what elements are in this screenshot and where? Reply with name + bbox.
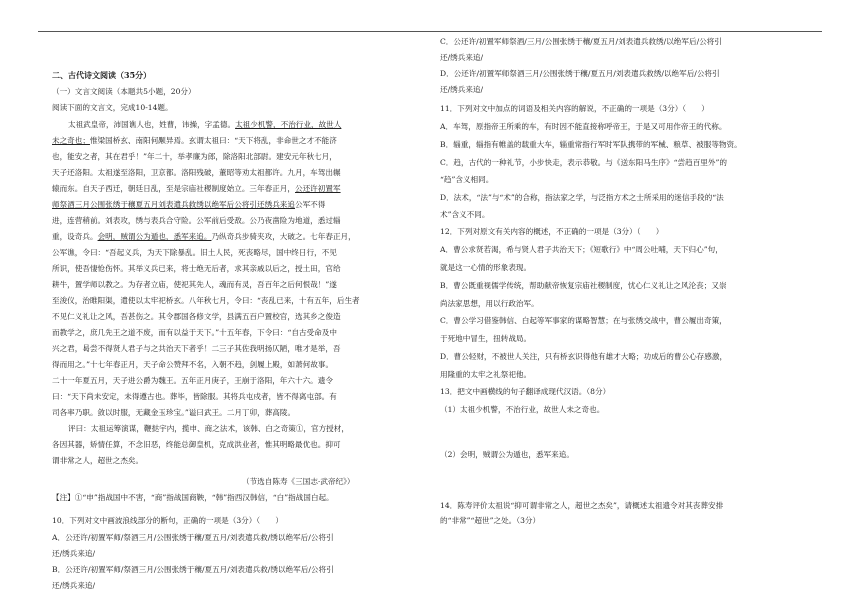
passage-line: 也，能安之者，其在君乎！”年二十，举孝廉为郎，除洛阳北部尉。建安元年秋七月， (52, 152, 337, 161)
passage-line: 各因其器，矫情任算，不念旧恶，终能总御皇机，克成洪业者，惟其明略最优也。抑可 (52, 440, 341, 449)
question-13-part-1: （1）太祖少机警，不治行业，故世人未之奇也。 (440, 405, 605, 414)
question-10: 10．下列对文中画波浪线部分的断句，正确的一项是（3分）（ ） (52, 516, 283, 525)
annotation-note: 【注】①“申”指战国中不害，“商”指战国商鞅，“韩”指西汉韩信，“白”指战国白起。 (52, 493, 334, 502)
option-11b: B．辎重，辎指有帷盖的载重大车，辎重常指行军时军队携带的军械、粮草、被服等物资。 (440, 140, 742, 149)
question-14: 14．陈寿评价太祖说“抑可谓非常之人，超世之杰矣”，请概述太祖遗令对其丧葬安排 (440, 501, 724, 510)
question-14-cont: 的“非常”“超世”之处。（3分） (440, 516, 541, 525)
question-13: 13．把文中画横线的句子翻译成现代汉语。（8分） (440, 387, 611, 396)
option-10b: B．公还许/初置军师/祭酒三月/公围张绣于穰/夏五月/刘表遣兵救/绣以绝军后/公将引 (52, 565, 334, 574)
option-10b-cont: 还/绣兵来追/ (52, 581, 96, 590)
option-10a-cont: 还/绣兵来追/ (52, 549, 96, 558)
passage-line: 不见仁义礼让之风，吾甚伤之。其令郡国各修文学，县满五百户置校官，选其乡之俊造 (52, 312, 341, 321)
passage-line: 所识，使吾悽怆伤怀。其举义兵已来，将士绝无后者，求其亲戚以后之，授土田，官给 (52, 264, 341, 273)
instruction: 阅读下面的文言文，完成10-14题。 (52, 103, 173, 112)
option-12a: A．曹公求贤若渴，希与贤人君子共治天下；《短歌行》中“周公吐哺，天下归心”句， (440, 245, 723, 254)
option-12a-cont: 就是这一心情的形象表现。 (440, 263, 532, 272)
option-10c: C．公还许/初置军师祭酒/三月/公围张绣于穰/夏五月/刘表遣兵救绣/以绝军后/公将引 (440, 37, 722, 46)
passage-line: 兴之君，曷尝不得贤人君子与之共治天下者乎！二三子其佐我明扬仄陋，唯才是举，吾 (52, 344, 341, 353)
passage-line: 重，设奇兵。会明，贼谓公为遁也，悉军来追。乃纵奇兵步骑夹攻，大破之。七年春正月， (52, 232, 356, 241)
option-12d: D．曹公轻财，不被世人关注，只有桥玄识得他有雄才大略；功成后的曹公心存感激， (440, 352, 728, 361)
passage-line: 天子还洛阳。太祖遂至洛阳，卫京都。洛阳残破，董昭等劝太祖都许。九月，车驾出辗 (52, 168, 341, 177)
option-11a: A．车驾，原指帝王所乘的车，有时因不能直接称呼帝王，于是又可用作帝王的代称。 (440, 122, 727, 131)
passage-line: 未之奇也；惟梁国桥玄、南阳何颙异焉。玄谓太祖曰：“天下将乱，非命世之才不能济 (52, 136, 337, 145)
top-rule (38, 31, 822, 32)
wavy-line-passage: 公还许初置军 (295, 184, 341, 193)
option-12b-cont: 尚法家思想，用以行政治军。 (440, 299, 539, 308)
question-12: 12．下列对原文有关内容的概述，不正确的一项是（3分）（ ） (440, 227, 664, 236)
option-12c-cont: 于死地中冒生，扭转战局。 (440, 334, 532, 343)
passage-line: 得而用之。”十七年春正月，天子命公赞拜不名，入朝不趋，剑履上殿，如萧何故事。 (52, 360, 334, 369)
passage-line: 曰：“天下尚未安定，未得遵古也。葬毕，皆除服。其将兵屯戍者，皆不得离屯部。有 (52, 392, 337, 401)
option-10c-cont: 还/绣兵来追/ (440, 53, 484, 62)
source-citation: （节选自陈寿《三国志·武帝纪》） (242, 477, 355, 486)
passage-line: 至浚仪，治睢阳渠，遣使以太牢祀桥玄。八年秋七月，令曰：“丧乱已来，十有五年，后生者 (52, 296, 360, 305)
option-10a: A．公还许/初置军师/祭酒三月/公围张绣于穰/夏五月/刘表遣兵救/绣以绝军后/公将引 (52, 533, 334, 542)
passage-line: 公军谯，令曰：“吾起义兵，为天下除暴乱。旧土人民，死丧略尽，国中终日行，不见 (52, 248, 337, 257)
subsection-title: （一）文言文阅读（本题共5小题，20分） (52, 87, 196, 96)
underlined-sentence-2: 会明，贼谓公为遁也，悉军来追。 (97, 232, 212, 241)
option-12d-cont: 用隆重的太牢之礼祭祀他。 (440, 370, 532, 379)
underlined-sentence-1: 太祖少机警，不治行业，故世人 (235, 120, 342, 129)
passage-line: 谓非常之人，超世之杰矣。 (52, 456, 144, 465)
question-11: 11．下列对文中加点的词语及相关内容的解说，不正确的一项是（3分）（ ） (440, 104, 709, 113)
option-11c: C．趋，古代的一种礼节，小步快走，表示恭敬。与《送东阳马生序》“尝趋百里外”的 (440, 158, 727, 167)
passage-line: 辕而东。自天子西迁，朝廷日乱，至是宗庙社稷制度始立。三年春正月，公还许初置军 (52, 184, 341, 193)
passage-line: 司各率乃职。敛以时服，无藏金玉珍宝。”谥曰武王。二月丁卯，葬高陵。 (52, 408, 296, 417)
section-heading: 二、古代诗文阅读（35分） (52, 70, 152, 80)
passage-line: 师祭酒三月公围张绣于穰夏五月刘表遣兵救绣以绝军后公将引还绣兵来追公军不得 (52, 200, 326, 209)
passage-line: 而教学之，庶几先王之道不废，而有以益于天下。”十五年春，下令曰：“自古受命及中 (52, 328, 337, 337)
option-12b: B．曹公既重视儒学传统，帮助献帝恢复宗庙社稷制度，忧心仁义礼让之风沦丧；又崇 (440, 281, 727, 290)
option-12c: C．曹公学习借鉴韩信、白起等军事家的谋略智慧；在与张绣交战中，曹公履出奇策， (440, 316, 727, 325)
passage-line: 太祖武皇帝，沛国谯人也，姓曹，讳操，字孟德。太祖少机警，不治行业，故世人 (68, 120, 342, 129)
passage-line: 评曰：太祖运筹演谋，鞭挞宇内，揽申、商之法术，该韩、白之奇策①，官方授材， (68, 424, 349, 433)
option-10d-cont: 还/绣兵来追/ (440, 85, 484, 94)
passage-line: 耕牛，置学师以教之。为存者立庙，使祀其先人，魂而有灵，吾百年之后何恨哉！”遂 (52, 280, 337, 289)
question-13-part-2: （2）会明，贼谓公为遁也，悉军来追。 (440, 450, 574, 459)
passage-line: 二十一年夏五月，天子进公爵为魏王。五年正月庚子，王崩于洛阳，年六十六。遗令 (52, 376, 333, 385)
option-11c-cont: “趋”含义相同。 (440, 175, 494, 184)
option-11d-cont: 术”含义不同。 (440, 210, 490, 219)
option-11d: D．法术，“法”与“术”的合称，指法家之学，与泛指方术之士所采用的迷信手段的“法 (440, 193, 724, 202)
option-10d: D．公还许/初置军师祭酒三月/公围张绣于穰/夏五月/刘表遣兵救绣/以绝军后/公将引 (440, 69, 720, 78)
passage-line: 进，连营稍前。刘表攻，绣与表兵合守险。公军前后受敌。公乃夜凿险为地道，悉过辎 (52, 216, 341, 225)
